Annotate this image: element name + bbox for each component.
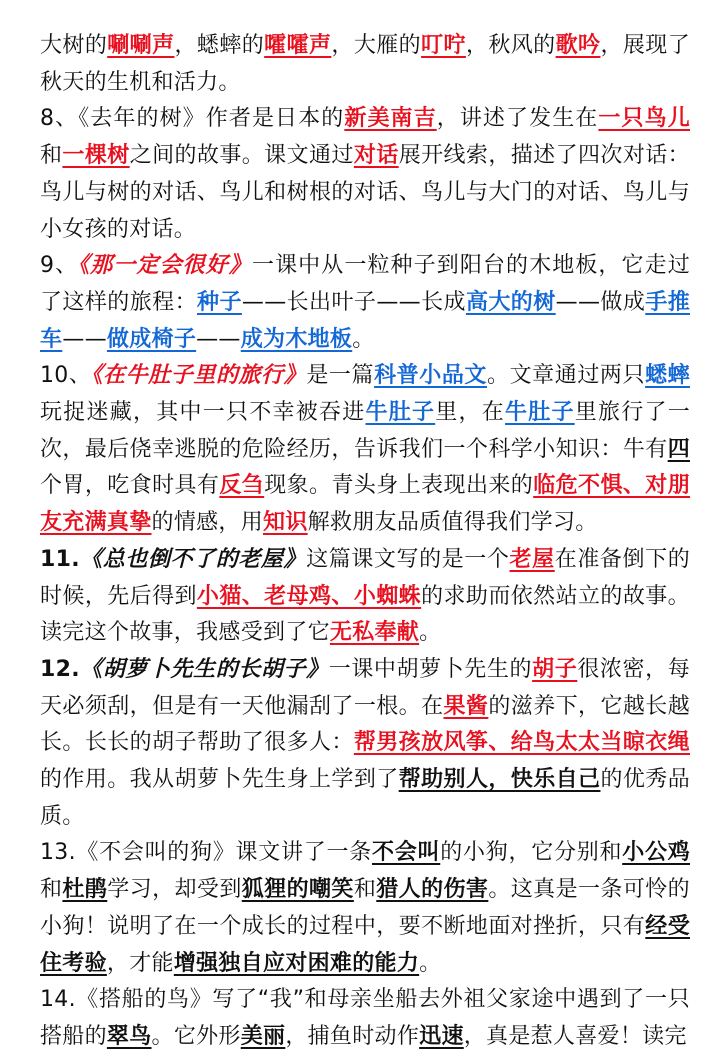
lesson-title: 《那一定会很好》: [78, 253, 252, 279]
text: 玩捉迷藏，其中一只不幸被吞进: [40, 400, 366, 426]
text: 很浓密，每天必须刮，但是有一天他漏刮了一根。在: [40, 656, 690, 719]
text: ，讲述了发生在: [436, 106, 599, 132]
text: 里旅行了一次，最后侥幸逃脱的危险经历，告诉我们一个科学小知识：牛有: [40, 400, 691, 462]
highlight-blue: 高大的树: [465, 289, 556, 315]
text: ——: [62, 326, 107, 352]
paragraph-10: [40, 358, 690, 542]
highlight-black: 迅速: [419, 1023, 464, 1049]
text: 14.《搭船的鸟》写了“我”和母亲坐船去外祖父家途中遇到了一只搭船的: [40, 987, 690, 1049]
highlight-red: 歌吟: [555, 33, 601, 58]
text: 和: [40, 143, 63, 169]
highlight-red: 新美南吉: [344, 106, 437, 132]
highlight-black: 经受住考验: [40, 913, 690, 976]
highlight-red: 反刍: [219, 473, 265, 499]
item-number: 12.: [40, 656, 80, 682]
text: 学习，却受到: [107, 877, 242, 903]
highlight-blue: 牛肚子: [504, 400, 575, 426]
text: 。: [419, 620, 442, 646]
text: 。: [352, 326, 375, 352]
highlight-red: 帮男孩放风筝、给鸟太太当晾衣绳: [353, 730, 690, 756]
text: ，秋风的: [465, 33, 556, 58]
highlight-blue: 成为木地板: [240, 326, 353, 352]
paragraph-8: [40, 101, 690, 248]
highlight-red: 小猫、老母鸡、小蜘蛛: [196, 583, 422, 609]
text: 现象。青头身上表现出来的: [264, 473, 534, 499]
text: 8、《去年的树》作者是日本的: [40, 106, 345, 132]
highlight-black: 美丽: [240, 1023, 286, 1049]
highlight-red: 果酱: [443, 693, 489, 719]
text: 10、: [40, 363, 92, 389]
paragraph-14: [40, 982, 690, 1055]
highlight-red: 老屋: [509, 546, 555, 572]
text: ，捕鱼时动作: [285, 1023, 420, 1049]
text: ——做成: [555, 289, 646, 315]
item-number: 11.: [40, 546, 80, 572]
paragraph-13: [40, 835, 690, 982]
lesson-title: 《胡萝卜先生的长胡子》: [79, 656, 329, 682]
highlight-blue: 科普小品文: [374, 363, 487, 389]
highlight-black: 翠鸟: [106, 1023, 152, 1049]
highlight-red: 知识: [263, 510, 308, 536]
text: 的情感，用: [151, 510, 264, 536]
text: 解救朋友品质值得我们学习。: [307, 510, 598, 536]
highlight-black: 杜鹃: [62, 877, 108, 903]
highlight-blue: 手推车: [40, 289, 690, 352]
paragraph-12: [40, 652, 690, 836]
text: 的作用。我从胡萝卜先生身上学到了: [40, 767, 399, 793]
lesson-title: 《在牛肚子里的旅行》: [91, 363, 307, 389]
text: 13.《不会叫的狗》课文讲了一条: [40, 840, 373, 866]
text: 的滋养下，它越长越长。长长的胡子帮助了很多人：: [40, 693, 690, 756]
highlight-blue: 牛肚子: [365, 400, 436, 426]
text: 的优秀品质。: [40, 767, 691, 829]
text: 。: [419, 950, 442, 976]
text: 一课中从一粒种子到阳台的木地板，它走过了这样的旅程：: [40, 253, 691, 315]
text: 的小狗，它分别和: [440, 840, 623, 866]
lesson-title: 《总也倒不了的老屋》: [79, 546, 307, 572]
text: 在准备倒下的时候，先后得到: [40, 546, 690, 609]
text: 一课中胡萝卜先生的: [328, 656, 533, 682]
highlight-black: 狐狸的嘲笑: [241, 877, 354, 903]
text: 。文章通过两只: [487, 363, 646, 389]
text: 的求助而依然站立的故事。读完这个故事，我感受到了它: [40, 583, 690, 646]
highlight-red: 临危不惧、对朋友充满真挚: [40, 473, 691, 536]
highlight-black: 四: [667, 436, 690, 462]
text: 之间的故事。课文通过: [129, 143, 354, 169]
highlight-red: 一棵树: [62, 143, 130, 169]
text: ，真是惹人喜爱！读完: [463, 1023, 687, 1049]
text: 和: [353, 877, 377, 903]
highlight-red: 唰唰声: [107, 33, 175, 58]
highlight-black: 帮助别人，快乐自己: [398, 767, 601, 793]
text: ，展现了秋天的生机和活力。: [40, 33, 691, 95]
highlight-red: 对话: [353, 143, 399, 169]
highlight-black: 猎人的伤害: [376, 877, 489, 903]
highlight-black: 不会叫: [372, 840, 441, 866]
paragraph-7-continuation: [40, 28, 690, 101]
text: 个胃，吃食时具有: [40, 473, 220, 499]
highlight-red: 嚯嚯声: [264, 33, 332, 58]
text: 9、: [40, 253, 79, 279]
text: 大树的: [40, 33, 108, 58]
text: 。这真是一条可怜的小狗！说明了在一个成长的过程中，要不断地面对挫折，只有: [40, 877, 690, 939]
text: ，才能: [106, 950, 174, 976]
paragraph-9: [40, 248, 690, 358]
text: 和: [40, 877, 63, 903]
text: 这篇课文写的是一个: [306, 546, 510, 572]
highlight-blue: 蟋蟀: [645, 363, 690, 389]
highlight-black: 增强独自应对困难的能力: [173, 950, 420, 976]
highlight-blue: 种子: [197, 289, 242, 315]
highlight-red: 一只鸟儿: [598, 106, 690, 132]
text: ——长出叶子——长成: [241, 289, 466, 315]
text: 展开线索，描述了四次对话：鸟儿与树的对话、鸟儿和树根的对话、鸟儿与大门的对话、鸟儿与小女孩的对话。: [40, 143, 690, 242]
text: ，蟋蟀的: [174, 33, 265, 58]
text: 是一篇: [306, 363, 375, 389]
text: 里，在: [435, 400, 505, 426]
highlight-red: 胡子: [532, 656, 578, 682]
text: ——: [196, 326, 241, 352]
highlight-blue: 做成椅子: [106, 326, 197, 352]
paragraph-11: [40, 542, 690, 652]
highlight-red: 无私奉献: [329, 620, 420, 646]
text: ，大雁的: [331, 33, 422, 58]
highlight-black: 小公鸡: [622, 840, 690, 866]
text: 。它外形: [151, 1023, 241, 1049]
highlight-red: 叮咛: [421, 33, 466, 58]
